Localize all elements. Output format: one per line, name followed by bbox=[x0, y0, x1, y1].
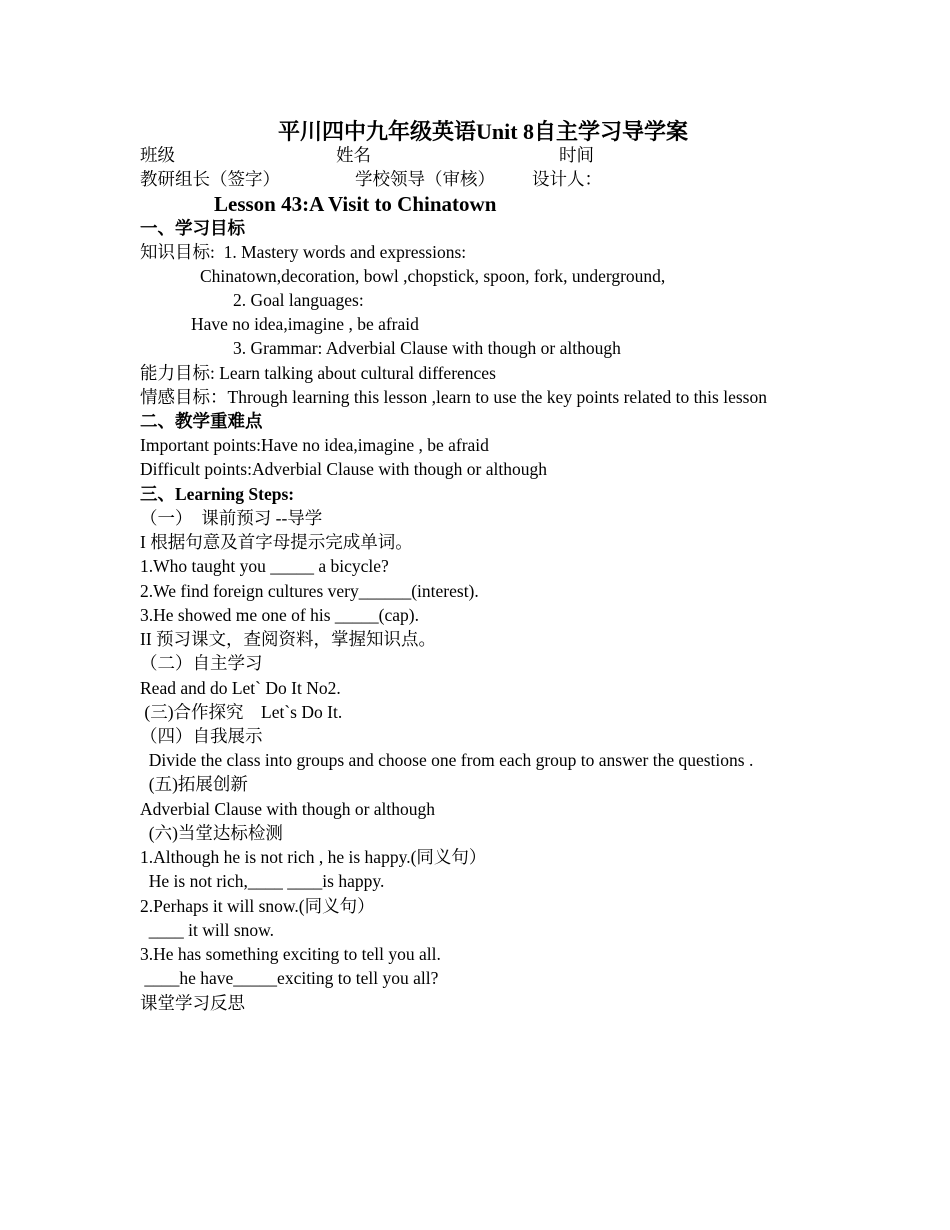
exercise-instruction-1: I 根据句意及首字母提示完成单词。 bbox=[140, 532, 413, 552]
step-extension: (五)拓展创新 bbox=[140, 774, 248, 794]
time-label: 时间 bbox=[559, 145, 594, 165]
name-label: 姓名 bbox=[336, 145, 371, 165]
class-label: 班级 bbox=[140, 145, 175, 165]
step-presentation: （四）自我展示 bbox=[140, 726, 263, 746]
section-heading-key-points: 二、教学重难点 bbox=[140, 411, 263, 431]
class-reflection: 课堂学习反思 bbox=[140, 993, 245, 1013]
leader-signature-label: 教研组长（签字） bbox=[140, 169, 280, 189]
document-title: 平川四中九年级英语Unit 8自主学习导学案 bbox=[277, 119, 689, 144]
test-item-3-answer: ____he have_____exciting to tell you all? bbox=[140, 968, 439, 988]
goal-languages-list: Have no idea,imagine , be afraid bbox=[191, 314, 419, 334]
exercise-item-1: 1.Who taught you _____ a bicycle? bbox=[140, 556, 389, 576]
goal-languages-heading: 2. Goal languages: bbox=[233, 290, 364, 310]
step-extension-task: Adverbial Clause with though or although bbox=[140, 799, 436, 819]
test-item-2-answer: ____ it will snow. bbox=[140, 920, 275, 940]
section-heading-objectives: 一、学习目标 bbox=[140, 218, 245, 238]
ability-objective: 能力目标: Learn talking about cultural differences bbox=[140, 363, 496, 383]
lesson-title: Lesson 43:A Visit to Chinatown bbox=[214, 192, 497, 216]
section-heading-learning-steps: 三、Learning Steps: bbox=[140, 484, 295, 504]
exercise-item-2: 2.We find foreign cultures very______(interest). bbox=[140, 581, 479, 601]
step-cooperation: (三)合作探究 Let`s Do It. bbox=[140, 702, 343, 722]
step-self-study: （二）自主学习 bbox=[140, 653, 263, 673]
test-item-3: 3.He has something exciting to tell you all. bbox=[140, 944, 441, 964]
designer-label: 设计人： bbox=[532, 169, 602, 189]
school-review-label: 学校领导（审核） bbox=[355, 169, 495, 189]
step-presentation-task: Divide the class into groups and choose one from each group to answer the questions . bbox=[140, 750, 754, 770]
exercise-item-3: 3.He showed me one of his _____(cap). bbox=[140, 605, 419, 625]
step-class-test: (六)当堂达标检测 bbox=[140, 823, 283, 843]
step-self-study-task: Read and do Let` Do It No2. bbox=[140, 678, 341, 698]
difficult-points: Difficult points:Adverbial Clause with though or although bbox=[140, 459, 547, 479]
step-preview: （一） 课前预习 --导学 bbox=[140, 508, 323, 528]
test-item-1-answer: He is not rich,____ ____is happy. bbox=[140, 871, 385, 891]
test-item-1: 1.Although he is not rich , he is happy.(同义句） bbox=[140, 847, 487, 867]
vocabulary-list: Chinatown,decoration, bowl ,chopstick, spoon, fork, underground, bbox=[200, 266, 666, 286]
grammar-objective: 3. Grammar: Adverbial Clause with though or although bbox=[233, 338, 621, 358]
emotion-objective: 情感目标：Through learning this lesson ,learn to use the key points related to this lesson bbox=[140, 387, 767, 407]
knowledge-objective: 知识目标: 1. Mastery words and expressions: bbox=[140, 242, 467, 262]
important-points: Important points:Have no idea,imagine , be afraid bbox=[140, 435, 489, 455]
test-item-2: 2.Perhaps it will snow.(同义句） bbox=[140, 896, 375, 916]
exercise-instruction-2: II 预习课文，查阅资料，掌握知识点。 bbox=[140, 629, 437, 649]
